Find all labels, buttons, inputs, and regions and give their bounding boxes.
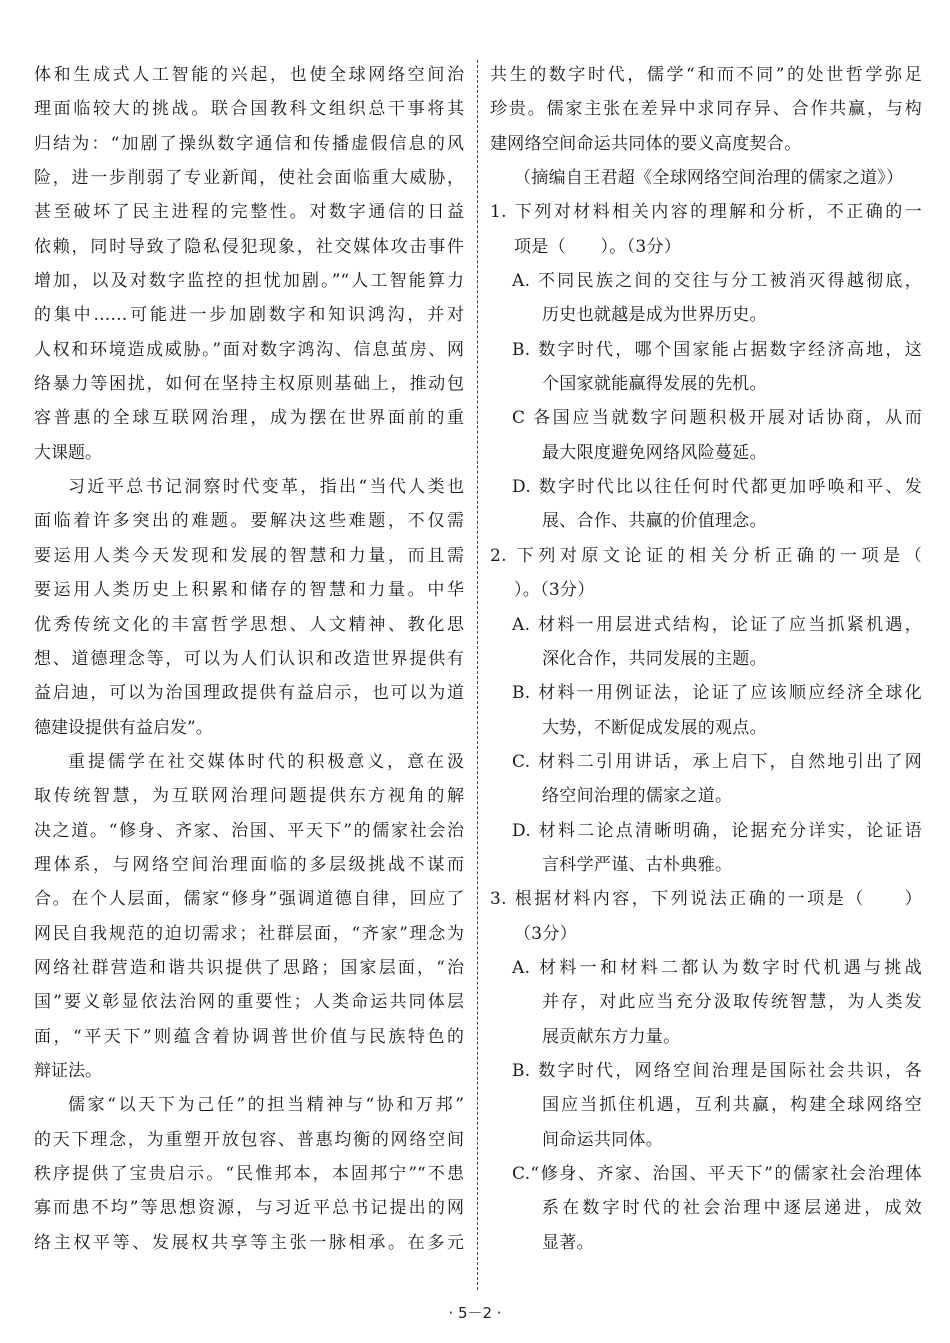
text-line: 归结为：“加剧了操纵数字通信和传播虚假信息的风 bbox=[34, 133, 464, 154]
q3-option-b-cont: 国应当抓住机遇，互利共赢，构建全球网络空 bbox=[542, 1095, 922, 1116]
text-line: 理体系，与网络空间治理面临的多层级挑战不谋而 bbox=[34, 854, 464, 875]
paragraph-start-line: 重提儒学在社交媒体时代的积极意义，意在汲 bbox=[68, 751, 464, 772]
text-line: 建网络空间命运共同体的要义高度契合。 bbox=[490, 133, 802, 154]
q1-option-c-cont: 最大限度避免网络风险蔓延。 bbox=[542, 442, 767, 463]
text-line: 决之道。“修身、齐家、治国、平天下”的儒家社会治 bbox=[34, 820, 464, 841]
paragraph-start-line: 儒家“以天下为己任”的担当精神与“协和万邦” bbox=[68, 1095, 464, 1116]
q1-option-a-cont: 历史也就越是成为世界历史。 bbox=[542, 305, 767, 326]
right-column bbox=[490, 58, 922, 1260]
text-line: 要运用人类今天发现和发展的智慧和力量，而且需 bbox=[34, 545, 464, 566]
text-line: 增加，以及对数字监控的担忧加剧。”“人工智能算力 bbox=[34, 271, 464, 292]
text-line: 秩序提供了宝贵启示。“民惟邦本，本固邦宁”“不患 bbox=[34, 1164, 464, 1184]
text-line: 益启迪，可以为治国理政提供有益启示，也可以为道 bbox=[34, 683, 464, 704]
q1-option-b: B. 数字时代，哪个国家能占据数字经济高地，这 bbox=[512, 339, 922, 360]
question-2-stem-cont: ）。（3分） bbox=[514, 580, 595, 601]
text-line: 甚至破坏了民主进程的完整性。对数字通信的日益 bbox=[34, 202, 464, 223]
q1-option-a: A. 不同民族之间的交往与分工被消灭得越彻底， bbox=[512, 271, 922, 292]
text-line: 依赖，同时导致了隐私侵犯现象，社交媒体攻击事件 bbox=[34, 236, 464, 257]
source-citation: （摘编自王君超《全球网络空间治理的儒家之道》） bbox=[514, 168, 904, 189]
text-line: 取传统智慧，为互联网治理问题提供东方视角的解 bbox=[34, 786, 464, 807]
q1-option-b-cont: 个国家就能赢得发展的先机。 bbox=[542, 374, 767, 395]
q2-option-c-cont: 络空间治理的儒家之道。 bbox=[542, 786, 733, 807]
question-3-stem: 3. 根据材料内容，下列说法正确的一项是（ ） bbox=[490, 889, 922, 910]
text-line: 的集中……可能进一步加剧数字和知识鸿沟，并对 bbox=[34, 305, 464, 326]
q2-option-a: A. 材料一用层进式结构，论证了应当抓紧机遇， bbox=[512, 614, 922, 635]
q1-option-c: C 各国应当就数字问题积极开展对话协商，从而 bbox=[512, 408, 922, 429]
question-1-stem-cont: 项是（ ）。（3分） bbox=[514, 236, 682, 257]
text-line: 面，“平天下”则蕴含着协调普世价值与民族特色的 bbox=[34, 1026, 464, 1047]
text-line: 网络社群营造和谐共识提供了思路；国家层面，“治 bbox=[34, 957, 464, 978]
text-line: 共生的数字时代，儒学“和而不同”的处世哲学弥足 bbox=[490, 65, 922, 85]
text-line: 要运用人类历史上积累和储存的智慧和力量。中华 bbox=[34, 580, 464, 601]
q3-option-b: B. 数字时代，网络空间治理是国际社会共识，各 bbox=[512, 1060, 922, 1081]
text-line: 面临着许多突出的难题。要解决这些难题，不仅需 bbox=[34, 511, 464, 532]
text-line: 合。在个人层面，儒家“修身”强调道德自律，回应了 bbox=[34, 889, 464, 910]
q2-option-b-cont: 大势，不断促成发展的观点。 bbox=[542, 717, 767, 738]
text-line: 的天下理念，为重塑开放包容、普惠均衡的网络空间 bbox=[34, 1129, 464, 1150]
text-line: 理面临较大的挑战。联合国教科文组织总干事将其 bbox=[34, 99, 464, 120]
paragraph-start-line: 习近平总书记洞察时代变革，指出“当代人类也 bbox=[68, 477, 464, 498]
text-line: 辩证法。 bbox=[34, 1060, 102, 1081]
text-line: 险，进一步削弱了专业新闻，使社会面临重大威胁， bbox=[34, 168, 464, 189]
page-number: · 5－2 · bbox=[448, 1304, 502, 1322]
q2-option-d: D. 材料二论点清晰明确，论据充分详实，论证语 bbox=[512, 820, 922, 841]
text-line: 网民自我规范的迫切需求；社群层面，“齐家”理念为 bbox=[34, 923, 464, 944]
text-line: 寡而患不均”等思想资源，与习近平总书记提出的网 bbox=[34, 1198, 464, 1219]
left-column bbox=[34, 58, 464, 1260]
question-2-stem: 2. 下列对原文论证的相关分析正确的一项是（ bbox=[490, 545, 922, 566]
text-line: 珍贵。儒家主张在差异中求同存异、合作共赢，与构 bbox=[490, 99, 922, 120]
q3-option-a: A. 材料一和材料二都认为数字时代机遇与挑战 bbox=[512, 957, 922, 978]
text-line: 想、道德理念等，可以为人们认识和改造世界提供有 bbox=[34, 648, 464, 669]
text-line: 优秀传统文化的丰富哲学思想、人文精神、教化思 bbox=[34, 614, 464, 635]
text-line: 德建设提供有益启发”。 bbox=[34, 717, 213, 738]
text-line: 国”要义彰显依法治网的重要性；人类命运共同体层 bbox=[34, 992, 464, 1013]
q1-option-d: D. 数字时代比以往任何时代都更加呼唤和平、发 bbox=[512, 477, 922, 498]
q3-option-a-cont: 展贡献东方力量。 bbox=[542, 1026, 681, 1047]
column-divider bbox=[477, 60, 478, 1290]
text-line: 大课题。 bbox=[34, 442, 102, 463]
q3-option-c: C.“修身、齐家、治国、平天下”的儒家社会治理体 bbox=[512, 1164, 922, 1184]
q2-option-b: B. 材料一用例证法，论证了应该顺应经济全球化 bbox=[512, 683, 922, 704]
q2-option-d-cont: 言科学严谨、古朴典雅。 bbox=[542, 854, 733, 875]
text-line: 络主权平等、发展权共享等主张一脉相承。在多元 bbox=[34, 1232, 464, 1253]
q2-option-c: C. 材料二引用讲话，承上启下，自然地引出了网 bbox=[512, 751, 922, 772]
q3-option-c-cont: 系在数字时代的社会治理中逐层递进，成效 bbox=[542, 1198, 922, 1219]
text-line: 人权和环境造成威胁。”面对数字鸿沟、信息茧房、网 bbox=[34, 339, 464, 360]
q3-option-a-cont: 并存，对此应当充分汲取传统智慧，为人类发 bbox=[542, 992, 922, 1013]
question-3-stem-cont: （3分） bbox=[514, 923, 578, 944]
q1-option-d-cont: 展、合作、共赢的价值理念。 bbox=[542, 511, 767, 532]
text-line: 容普惠的全球互联网治理，成为摆在世界面前的重 bbox=[34, 408, 464, 429]
text-line: 体和生成式人工智能的兴起，也使全球网络空间治 bbox=[34, 65, 464, 85]
text-line: 络暴力等困扰，如何在坚持主权原则基础上，推动包 bbox=[34, 374, 464, 395]
question-1-stem: 1. 下列对材料相关内容的理解和分析，不正确的一 bbox=[490, 202, 922, 223]
q2-option-a-cont: 深化合作，共同发展的主题。 bbox=[542, 648, 767, 669]
q3-option-c-cont: 显著。 bbox=[542, 1232, 594, 1253]
q3-option-b-cont: 间命运共同体。 bbox=[542, 1129, 664, 1150]
